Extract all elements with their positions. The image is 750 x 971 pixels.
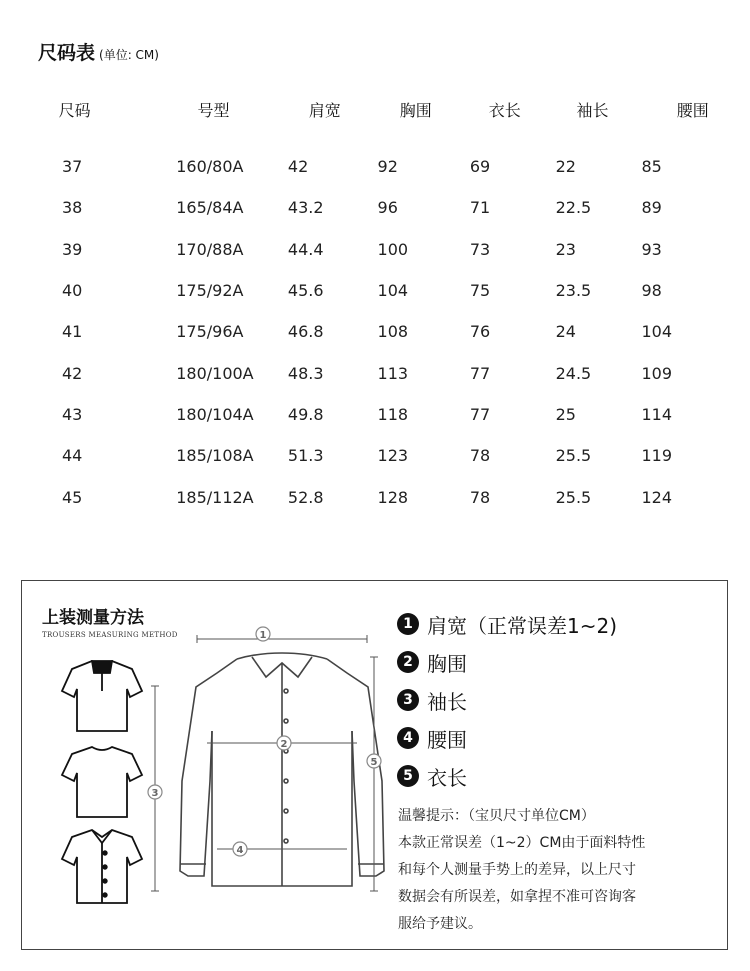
cell-sleeve: 25 — [555, 404, 576, 424]
legend-label: 腰围 — [427, 727, 467, 752]
cell-sleeve: 24.5 — [555, 363, 592, 383]
cell-type: 180/100A — [176, 363, 254, 383]
cell-type: 185/108A — [176, 446, 254, 466]
legend-num-3: 3 — [397, 689, 419, 711]
size-table — [0, 88, 750, 518]
cell-waist: 93 — [641, 239, 662, 259]
legend-item-sleeve — [397, 681, 617, 719]
unit-label: (单位: CM) — [99, 48, 159, 62]
cell-size: 43 — [62, 404, 83, 424]
header-length: 衣长 — [488, 100, 521, 120]
cell-chest: 113 — [377, 363, 409, 383]
title-text: 尺码表 — [38, 42, 96, 64]
marker-1: 1 — [259, 630, 267, 641]
cell-sleeve: 23.5 — [555, 281, 592, 301]
cell-chest: 123 — [377, 446, 409, 466]
cell-sleeve: 22.5 — [555, 198, 592, 218]
cell-shoulder: 42 — [287, 157, 309, 177]
cell-length: 77 — [469, 404, 491, 424]
cell-length: 76 — [469, 322, 491, 342]
legend-label: 胸围 — [427, 651, 467, 676]
table-row — [0, 435, 750, 476]
guide-title: 上装测量方法 — [42, 608, 144, 628]
cell-chest: 96 — [377, 198, 398, 218]
tip-line: 和每个人测量手势上的差异，以上尺寸 — [398, 862, 636, 878]
cell-sleeve: 25.5 — [555, 487, 592, 507]
marker-5: 5 — [370, 757, 378, 768]
cell-size: 44 — [62, 446, 83, 466]
cell-chest: 108 — [377, 322, 409, 342]
cell-sleeve: 22 — [555, 157, 576, 177]
polo-shirt-icon — [62, 661, 142, 731]
header-chest: 胸围 — [399, 100, 432, 120]
cell-chest: 100 — [377, 239, 409, 259]
cell-type: 170/88A — [176, 239, 244, 259]
tshirt-icon — [62, 747, 142, 817]
cell-sleeve: 23 — [555, 239, 576, 259]
cell-sleeve: 24 — [555, 322, 576, 342]
cell-type: 160/80A — [176, 157, 244, 177]
cell-waist: 85 — [641, 157, 662, 177]
cell-shoulder: 52.8 — [287, 487, 324, 507]
table-row — [0, 476, 750, 517]
tip-line: 温馨提示：（宝贝尺寸单位CM） — [398, 808, 595, 824]
cell-length: 73 — [469, 239, 491, 259]
cell-type: 185/112A — [176, 487, 254, 507]
marker-3: 3 — [151, 788, 159, 799]
legend-item-length — [397, 757, 617, 795]
legend-num-4: 4 — [397, 727, 419, 749]
legend-num-1: 1 — [397, 613, 419, 635]
header-size: 尺码 — [58, 100, 91, 120]
tip-line: 数据会有所误差，如拿捏不准可咨询客 — [398, 889, 636, 905]
cell-sleeve: 25.5 — [555, 446, 592, 466]
cell-shoulder: 46.8 — [287, 322, 324, 342]
tips-text — [398, 803, 708, 938]
header-shoulder: 肩宽 — [308, 100, 341, 120]
legend-label: 衣长 — [427, 765, 467, 790]
cell-chest: 118 — [377, 404, 409, 424]
cell-length: 71 — [469, 198, 491, 218]
legend-num-2: 2 — [397, 651, 419, 673]
header-sleeve: 袖长 — [576, 100, 609, 120]
table-row — [0, 146, 750, 187]
cell-size: 37 — [62, 157, 83, 177]
cell-length: 77 — [469, 363, 491, 383]
table-header-row — [0, 88, 750, 130]
cell-shoulder: 51.3 — [287, 446, 324, 466]
cell-shoulder: 48.3 — [287, 363, 324, 383]
guide-subtitle: TROUSERS MEASURING METHOD — [42, 631, 178, 639]
page-title — [38, 38, 159, 65]
cell-waist: 89 — [641, 198, 662, 218]
header-waist: 腰围 — [676, 100, 709, 120]
legend-label: 肩宽（正常误差1~2) — [427, 613, 618, 638]
tip-line: 本款正常误差（1~2）CM由于面料特性 — [398, 835, 646, 851]
table-row — [0, 352, 750, 393]
cell-size: 42 — [62, 363, 83, 383]
legend-item-chest — [397, 643, 617, 681]
table-body — [0, 130, 750, 518]
table-row — [0, 394, 750, 435]
cell-waist: 119 — [641, 446, 673, 466]
button-shirt-icon — [62, 830, 142, 903]
cell-type: 175/92A — [176, 281, 244, 301]
long-sleeve-shirt-diagram — [180, 653, 384, 886]
cell-length: 69 — [469, 157, 491, 177]
legend-item-shoulder — [397, 605, 617, 643]
table-row — [0, 229, 750, 270]
cell-size: 38 — [62, 198, 83, 218]
marker-2: 2 — [280, 739, 288, 750]
legend-label: 袖长 — [427, 689, 467, 714]
cell-length: 78 — [469, 446, 491, 466]
cell-chest: 104 — [377, 281, 409, 301]
cell-shoulder: 49.8 — [287, 404, 324, 424]
cell-waist: 124 — [641, 487, 673, 507]
marker-4: 4 — [236, 845, 244, 856]
measurement-markers — [148, 627, 381, 856]
cell-length: 75 — [469, 281, 491, 301]
cell-waist: 109 — [641, 363, 673, 383]
measuring-guide-panel — [21, 580, 728, 950]
table-row — [0, 311, 750, 352]
measurement-legend — [397, 605, 617, 795]
cell-chest: 128 — [377, 487, 409, 507]
legend-item-waist — [397, 719, 617, 757]
cell-size: 39 — [62, 239, 83, 259]
cell-waist: 104 — [641, 322, 673, 342]
cell-type: 180/104A — [176, 404, 254, 424]
cell-type: 175/96A — [176, 322, 244, 342]
cell-chest: 92 — [377, 157, 398, 177]
cell-size: 40 — [62, 281, 83, 301]
cell-shoulder: 45.6 — [287, 281, 324, 301]
table-row — [0, 187, 750, 228]
tip-line: 服给予建议。 — [398, 916, 482, 932]
cell-shoulder: 44.4 — [287, 239, 324, 259]
cell-type: 165/84A — [176, 198, 244, 218]
cell-length: 78 — [469, 487, 491, 507]
table-row — [0, 270, 750, 311]
cell-size: 41 — [62, 322, 83, 342]
cell-shoulder: 43.2 — [287, 198, 324, 218]
cell-size: 45 — [62, 487, 83, 507]
header-type: 号型 — [197, 100, 230, 120]
legend-num-5: 5 — [397, 765, 419, 787]
cell-waist: 98 — [641, 281, 662, 301]
cell-waist: 114 — [641, 404, 673, 424]
